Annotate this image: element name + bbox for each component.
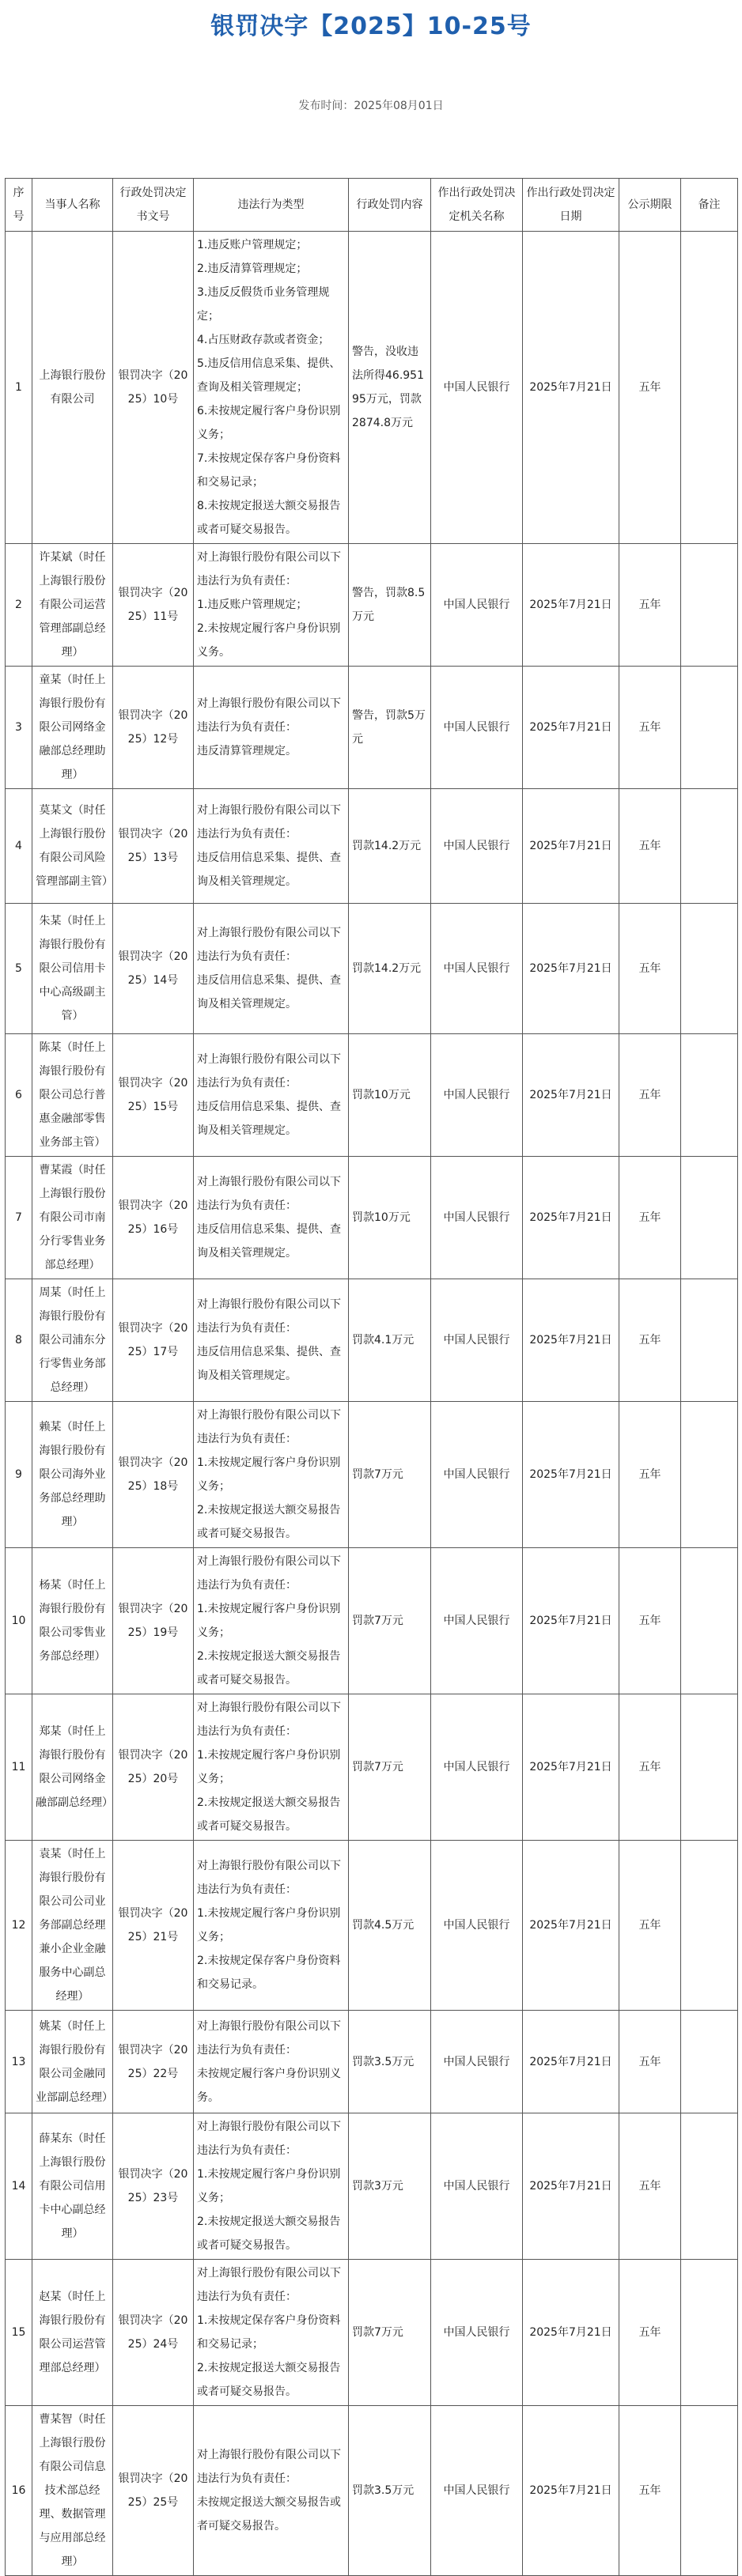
decision-doc-number: 银罚决字（2025）24号: [113, 2260, 194, 2406]
penalty-content: 罚款7万元: [349, 1694, 431, 1841]
violation-item: 违反信用信息采集、提供、查询及相关管理规定。: [197, 1101, 341, 1137]
violation-types: [194, 1279, 349, 1402]
violation-item: 对上海银行股份有限公司以下违法行为负有责任：: [197, 1702, 341, 1738]
row-number: 7: [6, 1157, 32, 1279]
penalty-table-container: [5, 178, 737, 2576]
table-row: [6, 2113, 738, 2260]
decision-authority: 中国人民银行: [431, 667, 523, 789]
penalty-content: 罚款10万元: [349, 1157, 431, 1279]
row-number: 13: [6, 2011, 32, 2113]
column-header: 公示期限: [619, 179, 681, 232]
publicity-period: 五年: [619, 2011, 681, 2113]
violation-types: [194, 1841, 349, 2011]
decision-doc-number: 银罚决字（2025）16号: [113, 1157, 194, 1279]
row-number: 15: [6, 2260, 32, 2406]
remarks: [681, 544, 738, 667]
violation-item: 2.未按规定保存客户身份资料和交易记录。: [197, 1955, 341, 1991]
decision-doc-number: 银罚决字（2025）11号: [113, 544, 194, 667]
table-row: [6, 1034, 738, 1157]
publicity-period: 五年: [619, 1157, 681, 1279]
remarks: [681, 1157, 738, 1279]
remarks: [681, 1841, 738, 2011]
column-header: 序号: [6, 179, 32, 232]
publicity-period: 五年: [619, 1402, 681, 1548]
party-name: 杨某（时任上海银行股份有限公司零售业务部总经理）: [32, 1548, 113, 1694]
penalty-content: 罚款10万元: [349, 1034, 431, 1157]
decision-date: 2025年7月21日: [523, 1157, 619, 1279]
penalty-content: 罚款3.5万元: [349, 2406, 431, 2576]
violation-item: 1.未按规定履行客户身份识别义务；: [197, 1749, 341, 1785]
table-row: [6, 1157, 738, 1279]
column-header: 当事人名称: [32, 179, 113, 232]
party-name: 赵某（时任上海银行股份有限公司运营管理部总经理）: [32, 2260, 113, 2406]
column-header: 行政处罚内容: [349, 179, 431, 232]
violation-item: 7.未按规定保存客户身份资料和交易记录；: [197, 452, 341, 489]
violation-item: 3.违反反假货币业务管理规定；: [197, 286, 330, 323]
violation-item: 对上海银行股份有限公司以下违法行为负有责任：: [197, 1409, 341, 1445]
penalty-content: 罚款4.1万元: [349, 1279, 431, 1402]
decision-doc-number: 银罚决字（2025）14号: [113, 904, 194, 1034]
party-name: 姚某（时任上海银行股份有限公司金融同业部副总经理）: [32, 2011, 113, 2113]
violation-item: 1.未按规定履行客户身份识别义务；: [197, 1456, 341, 1493]
violation-types: [194, 2406, 349, 2576]
row-number: 1: [6, 232, 32, 544]
decision-authority: 中国人民银行: [431, 2011, 523, 2113]
remarks: [681, 2260, 738, 2406]
violation-item: 对上海银行股份有限公司以下违法行为负有责任：: [197, 551, 341, 587]
remarks: [681, 1548, 738, 1694]
publicity-period: 五年: [619, 2260, 681, 2406]
decision-date: 2025年7月21日: [523, 1694, 619, 1841]
table-row: [6, 2260, 738, 2406]
row-number: 5: [6, 904, 32, 1034]
column-header: 行政处罚决定书文号: [113, 179, 194, 232]
party-name: 陈某（时任上海银行股份有限公司总行普惠金融部零售业务部主管）: [32, 1034, 113, 1157]
violation-item: 对上海银行股份有限公司以下违法行为负有责任：: [197, 2267, 341, 2303]
publicity-period: 五年: [619, 667, 681, 789]
violation-types: [194, 1157, 349, 1279]
decision-authority: 中国人民银行: [431, 1841, 523, 2011]
remarks: [681, 2011, 738, 2113]
violation-item: 8.未按规定报送大额交易报告或者可疑交易报告。: [197, 500, 341, 536]
row-number: 14: [6, 2113, 32, 2260]
remarks: [681, 667, 738, 789]
violation-item: 对上海银行股份有限公司以下违法行为负有责任：: [197, 1053, 341, 1090]
publish-date: 发布时间：2025年08月01日: [298, 100, 444, 112]
publicity-period: 五年: [619, 544, 681, 667]
violation-item: 1.未按规定保存客户身份资料和交易记录；: [197, 2314, 341, 2351]
remarks: [681, 1279, 738, 1402]
decision-doc-number: 银罚决字（2025）19号: [113, 1548, 194, 1694]
decision-date: 2025年7月21日: [523, 232, 619, 544]
penalty-content: 罚款3.5万元: [349, 2011, 431, 2113]
decision-date: 2025年7月21日: [523, 544, 619, 667]
penalty-content: 罚款14.2万元: [349, 904, 431, 1034]
remarks: [681, 1034, 738, 1157]
decision-date: 2025年7月21日: [523, 1279, 619, 1402]
publicity-period: 五年: [619, 1034, 681, 1157]
publicity-period: 五年: [619, 789, 681, 904]
decision-doc-number: 银罚决字（2025）22号: [113, 2011, 194, 2113]
row-number: 6: [6, 1034, 32, 1157]
table-row: [6, 232, 738, 544]
violation-item: 2.未按规定报送大额交易报告或者可疑交易报告。: [197, 2215, 341, 2252]
decision-authority: 中国人民银行: [431, 2113, 523, 2260]
decision-doc-number: 银罚决字（2025）23号: [113, 2113, 194, 2260]
party-name: 周某（时任上海银行股份有限公司浦东分行零售业务部总经理）: [32, 1279, 113, 1402]
remarks: [681, 904, 738, 1034]
violation-item: 1.违反账户管理规定；: [197, 239, 308, 251]
violation-types: [194, 667, 349, 789]
violation-item: 2.未按规定报送大额交易报告或者可疑交易报告。: [197, 1650, 341, 1686]
decision-date: 2025年7月21日: [523, 2011, 619, 2113]
party-name: 曹某智（时任上海银行股份有限公司信息技术部总经理、数据管理与应用部总经理）: [32, 2406, 113, 2576]
party-name: 曹某霞（时任上海银行股份有限公司市南分行零售业务部总经理）: [32, 1157, 113, 1279]
decision-doc-number: 银罚决字（2025）17号: [113, 1279, 194, 1402]
violation-item: 1.未按规定履行客户身份识别义务；: [197, 1907, 341, 1943]
row-number: 16: [6, 2406, 32, 2576]
decision-doc-number: 银罚决字（2025）12号: [113, 667, 194, 789]
party-name: 上海银行股份有限公司: [32, 232, 113, 544]
penalty-content: 罚款7万元: [349, 2260, 431, 2406]
decision-doc-number: 银罚决字（2025）20号: [113, 1694, 194, 1841]
violation-item: 5.违反信用信息采集、提供、查询及相关管理规定；: [197, 357, 341, 394]
violation-item: 对上海银行股份有限公司以下违法行为负有责任：: [197, 1298, 341, 1335]
table-row: [6, 1694, 738, 1841]
violation-item: 对上海银行股份有限公司以下违法行为负有责任：: [197, 697, 341, 734]
violation-item: 对上海银行股份有限公司以下违法行为负有责任：: [197, 2121, 341, 2157]
publicity-period: 五年: [619, 2113, 681, 2260]
table-row: [6, 789, 738, 904]
violation-types: [194, 904, 349, 1034]
violation-item: 对上海银行股份有限公司以下违法行为负有责任：: [197, 804, 341, 840]
violation-item: 违反信用信息采集、提供、查询及相关管理规定。: [197, 852, 341, 888]
violation-item: 对上海银行股份有限公司以下违法行为负有责任：: [197, 1176, 341, 1212]
row-number: 12: [6, 1841, 32, 2011]
decision-authority: 中国人民银行: [431, 904, 523, 1034]
publicity-period: 五年: [619, 1694, 681, 1841]
table-header-row: [6, 179, 738, 232]
party-name: 许某斌（时任上海银行股份有限公司运营管理部副总经理）: [32, 544, 113, 667]
table-row: [6, 1841, 738, 2011]
party-name: 莫某文（时任上海银行股份有限公司风险管理部副主管）: [32, 789, 113, 904]
decision-date: 2025年7月21日: [523, 2260, 619, 2406]
publicity-period: 五年: [619, 1279, 681, 1402]
violation-item: 违反信用信息采集、提供、查询及相关管理规定。: [197, 1346, 341, 1382]
row-number: 11: [6, 1694, 32, 1841]
decision-authority: 中国人民银行: [431, 1279, 523, 1402]
violation-item: 2.违反清算管理规定；: [197, 263, 308, 275]
decision-authority: 中国人民银行: [431, 1034, 523, 1157]
decision-authority: 中国人民银行: [431, 789, 523, 904]
decision-date: 2025年7月21日: [523, 1034, 619, 1157]
decision-date: 2025年7月21日: [523, 2113, 619, 2260]
decision-date: 2025年7月21日: [523, 1841, 619, 2011]
column-header: 备注: [681, 179, 738, 232]
row-number: 2: [6, 544, 32, 667]
party-name: 赖某（时任上海银行股份有限公司海外业务部总经理助理）: [32, 1402, 113, 1548]
violation-types: [194, 2113, 349, 2260]
row-number: 9: [6, 1402, 32, 1548]
decision-doc-number: 银罚决字（2025）15号: [113, 1034, 194, 1157]
violation-item: 4.占压财政存款或者资金；: [197, 334, 330, 346]
violation-item: 1.未按规定履行客户身份识别义务；: [197, 1603, 341, 1639]
penalty-content: 罚款7万元: [349, 1402, 431, 1548]
table-row: [6, 544, 738, 667]
table-row: [6, 2011, 738, 2113]
violation-item: 违反信用信息采集、提供、查询及相关管理规定。: [197, 974, 341, 1010]
row-number: 10: [6, 1548, 32, 1694]
violation-types: [194, 1548, 349, 1694]
decision-date: 2025年7月21日: [523, 1402, 619, 1548]
decision-doc-number: 银罚决字（2025）18号: [113, 1402, 194, 1548]
penalty-content: 罚款4.5万元: [349, 1841, 431, 2011]
penalty-content: 罚款14.2万元: [349, 789, 431, 904]
table-row: [6, 1279, 738, 1402]
violation-item: 违反信用信息采集、提供、查询及相关管理规定。: [197, 1223, 341, 1260]
penalty-table: [5, 178, 738, 2576]
page-title: 银罚决字【2025】10-25号: [210, 13, 532, 40]
decision-authority: 中国人民银行: [431, 1694, 523, 1841]
column-header: 作出行政处罚决定日期: [523, 179, 619, 232]
remarks: [681, 789, 738, 904]
remarks: [681, 2113, 738, 2260]
party-name: 袁某（时任上海银行股份有限公司公司业务部副总经理兼小企业金融服务中心副总经理）: [32, 1841, 113, 2011]
table-body: [6, 232, 738, 2576]
decision-date: 2025年7月21日: [523, 2406, 619, 2576]
penalty-content: 警告，罚款8.5万元: [349, 544, 431, 667]
remarks: [681, 1402, 738, 1548]
violation-item: 2.未按规定报送大额交易报告或者可疑交易报告。: [197, 1504, 341, 1540]
decision-authority: 中国人民银行: [431, 232, 523, 544]
penalty-content: 罚款3万元: [349, 2113, 431, 2260]
violation-item: 2.未按规定履行客户身份识别义务。: [197, 622, 341, 659]
party-name: 朱某（时任上海银行股份有限公司信用卡中心高级副主管）: [32, 904, 113, 1034]
violation-item: 1.违反账户管理规定；: [197, 599, 308, 611]
remarks: [681, 232, 738, 544]
row-number: 8: [6, 1279, 32, 1402]
violation-types: [194, 1034, 349, 1157]
violation-item: 对上海银行股份有限公司以下违法行为负有责任：: [197, 1860, 341, 1896]
column-header: 违法行为类型: [194, 179, 349, 232]
decision-authority: 中国人民银行: [431, 2260, 523, 2406]
violation-types: [194, 232, 349, 544]
violation-types: [194, 2260, 349, 2406]
violation-types: [194, 2011, 349, 2113]
violation-item: 1.未按规定履行客户身份识别义务；: [197, 2168, 341, 2204]
row-number: 4: [6, 789, 32, 904]
violation-item: 未按规定履行客户身份识别义务。: [197, 2067, 341, 2104]
remarks: [681, 1694, 738, 1841]
table-row: [6, 904, 738, 1034]
decision-authority: 中国人民银行: [431, 1548, 523, 1694]
decision-authority: 中国人民银行: [431, 1157, 523, 1279]
violation-item: 对上海银行股份有限公司以下违法行为负有责任：: [197, 2019, 341, 2057]
party-name: 郑某（时任上海银行股份有限公司网络金融部副总经理）: [32, 1694, 113, 1841]
violation-types: [194, 1694, 349, 1841]
violation-item: 违反清算管理规定。: [197, 745, 297, 757]
violation-item: 2.未按规定报送大额交易报告或者可疑交易报告。: [197, 1796, 341, 1833]
violation-types: [194, 1402, 349, 1548]
decision-authority: 中国人民银行: [431, 2406, 523, 2576]
publicity-period: 五年: [619, 1548, 681, 1694]
penalty-content: 罚款7万元: [349, 1548, 431, 1694]
publicity-period: 五年: [619, 2406, 681, 2576]
decision-authority: 中国人民银行: [431, 544, 523, 667]
decision-date: 2025年7月21日: [523, 904, 619, 1034]
violation-item: 对上海银行股份有限公司以下违法行为负有责任：: [197, 927, 341, 963]
violation-item: 对上海银行股份有限公司以下违法行为负有责任：: [197, 1555, 341, 1592]
decision-doc-number: 银罚决字（2025）13号: [113, 789, 194, 904]
violation-item: 对上海银行股份有限公司以下违法行为负有责任：: [197, 2449, 341, 2485]
column-header: 作出行政处罚决定机关名称: [431, 179, 523, 232]
publicity-period: 五年: [619, 904, 681, 1034]
violation-item: 未按规定报送大额交易报告或者可疑交易报告。: [197, 2496, 341, 2533]
decision-authority: 中国人民银行: [431, 1402, 523, 1548]
table-row: [6, 2406, 738, 2576]
publicity-period: 五年: [619, 1841, 681, 2011]
decision-doc-number: 银罚决字（2025）10号: [113, 232, 194, 544]
table-row: [6, 667, 738, 789]
decision-date: 2025年7月21日: [523, 789, 619, 904]
row-number: 3: [6, 667, 32, 789]
violation-types: [194, 544, 349, 667]
party-name: 薛某东（时任上海银行股份有限公司信用卡中心副总经理）: [32, 2113, 113, 2260]
remarks: [681, 2406, 738, 2576]
publicity-period: 五年: [619, 232, 681, 544]
violation-item: 6.未按规定履行客户身份识别义务；: [197, 405, 341, 441]
penalty-content: 警告，罚款5万元: [349, 667, 431, 789]
violation-types: [194, 789, 349, 904]
decision-date: 2025年7月21日: [523, 1548, 619, 1694]
penalty-content: 警告，没收违法所得46.95195万元，罚款2874.8万元: [349, 232, 431, 544]
table-row: [6, 1402, 738, 1548]
table-row: [6, 1548, 738, 1694]
violation-item: 2.未按规定报送大额交易报告或者可疑交易报告。: [197, 2362, 341, 2398]
decision-date: 2025年7月21日: [523, 667, 619, 789]
decision-doc-number: 银罚决字（2025）25号: [113, 2406, 194, 2576]
party-name: 童某（时任上海银行股份有限公司网络金融部总经理助理）: [32, 667, 113, 789]
decision-doc-number: 银罚决字（2025）21号: [113, 1841, 194, 2011]
